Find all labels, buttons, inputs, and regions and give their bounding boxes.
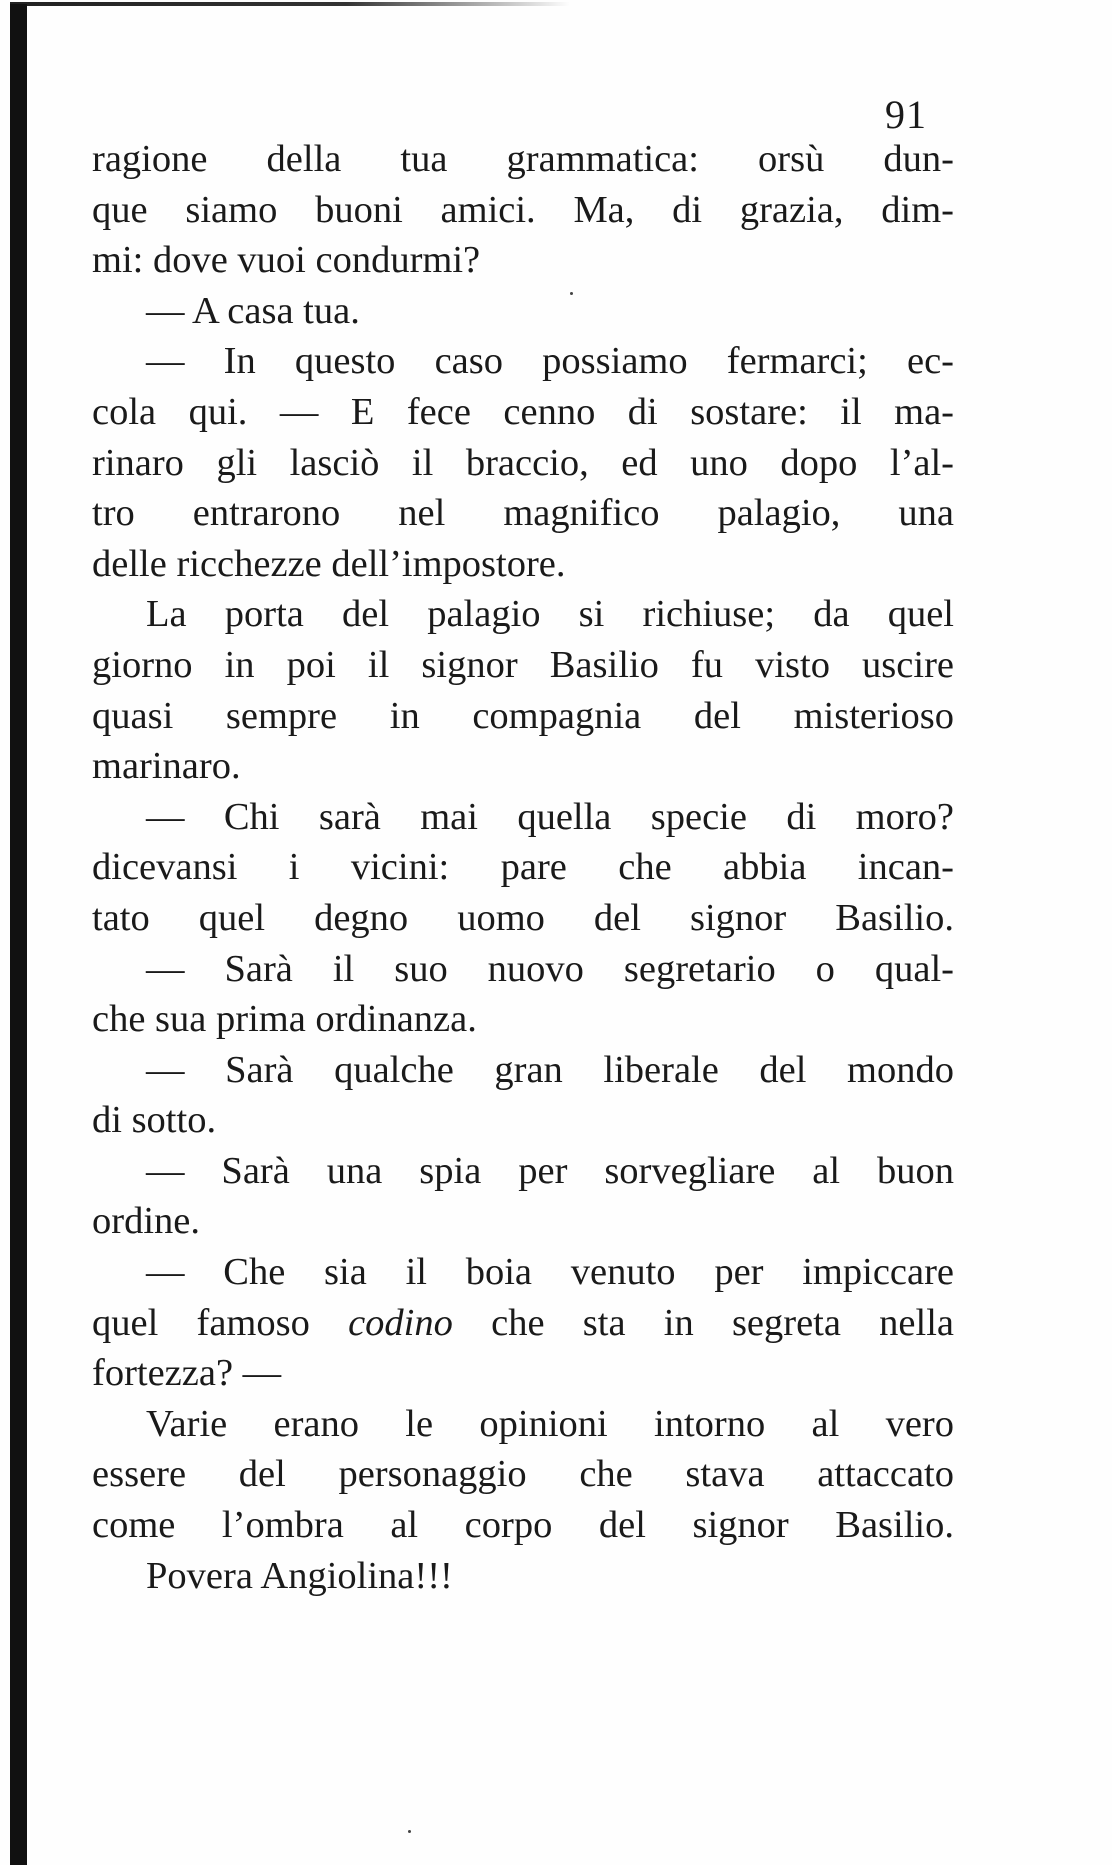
page-body-text (92, 134, 954, 1601)
text-line: delle ricchezze dell’impostore. (92, 542, 566, 585)
text-line: tato quel degno uomo del signor Basilio. (92, 896, 954, 939)
left-border-rule (10, 4, 27, 1865)
text-line: La porta del palagio si richiuse; da quel (146, 593, 954, 636)
text-line: di sotto. (92, 1099, 217, 1142)
text-line: — Chi sarà mai quella specie di moro? (146, 795, 954, 838)
text-line: tro entrarono nel magnifico palagio, una (92, 492, 954, 535)
print-speck (570, 292, 573, 295)
text-line: — Sarà il suo nuovo segretario o qual- (146, 947, 954, 990)
text-line: mi: dove vuoi condurmi? (92, 239, 481, 282)
text-line: come l’ombra al corpo del signor Basilio. (92, 1504, 954, 1547)
text-line: che sua prima ordinanza. (92, 998, 477, 1041)
text-line: — Sarà una spia per sorvegliare al buon (146, 1149, 954, 1192)
text-line: essere del personaggio che stava attaccato (92, 1453, 954, 1496)
text-line (92, 1298, 954, 1349)
text-line: Povera Angiolina!!! (146, 1554, 453, 1597)
text-line: rinaro gli lasciò il braccio, ed uno dopo l’al- (92, 441, 954, 484)
text-line: — A casa tua. (146, 289, 360, 332)
italic-word: codino (348, 1301, 453, 1344)
text-line: giorno in poi il signor Basilio fu visto uscire (92, 643, 954, 686)
text-line: ordine. (92, 1200, 200, 1243)
text-line: — In questo caso possiamo fermarci; ec- (146, 340, 954, 383)
page-number: 91 (885, 92, 927, 137)
text-span: che sta in segreta nella (452, 1301, 955, 1344)
text-span: quel famoso (92, 1301, 349, 1344)
text-line: fortezza? — (92, 1352, 282, 1395)
text-line: que siamo buoni amici. Ma, di grazia, dim- (92, 188, 954, 231)
text-line: — Sarà qualche gran liberale del mondo (146, 1048, 954, 1091)
top-border-rule (10, 2, 570, 6)
print-speck (408, 1830, 411, 1833)
text-line: ragione della tua grammatica: orsù dun- (92, 138, 954, 180)
text-line: Varie erano le opinioni intorno al vero (146, 1402, 954, 1445)
text-line: — Che sia il boia venuto per impiccare (146, 1251, 954, 1294)
text-line: dicevansi i vicini: pare che abbia incan- (92, 846, 954, 889)
text-line: quasi sempre in compagnia del misterioso (92, 694, 954, 737)
text-line: marinaro. (92, 745, 241, 788)
text-line: cola qui. — E fece cenno di sostare: il ma- (92, 390, 954, 433)
